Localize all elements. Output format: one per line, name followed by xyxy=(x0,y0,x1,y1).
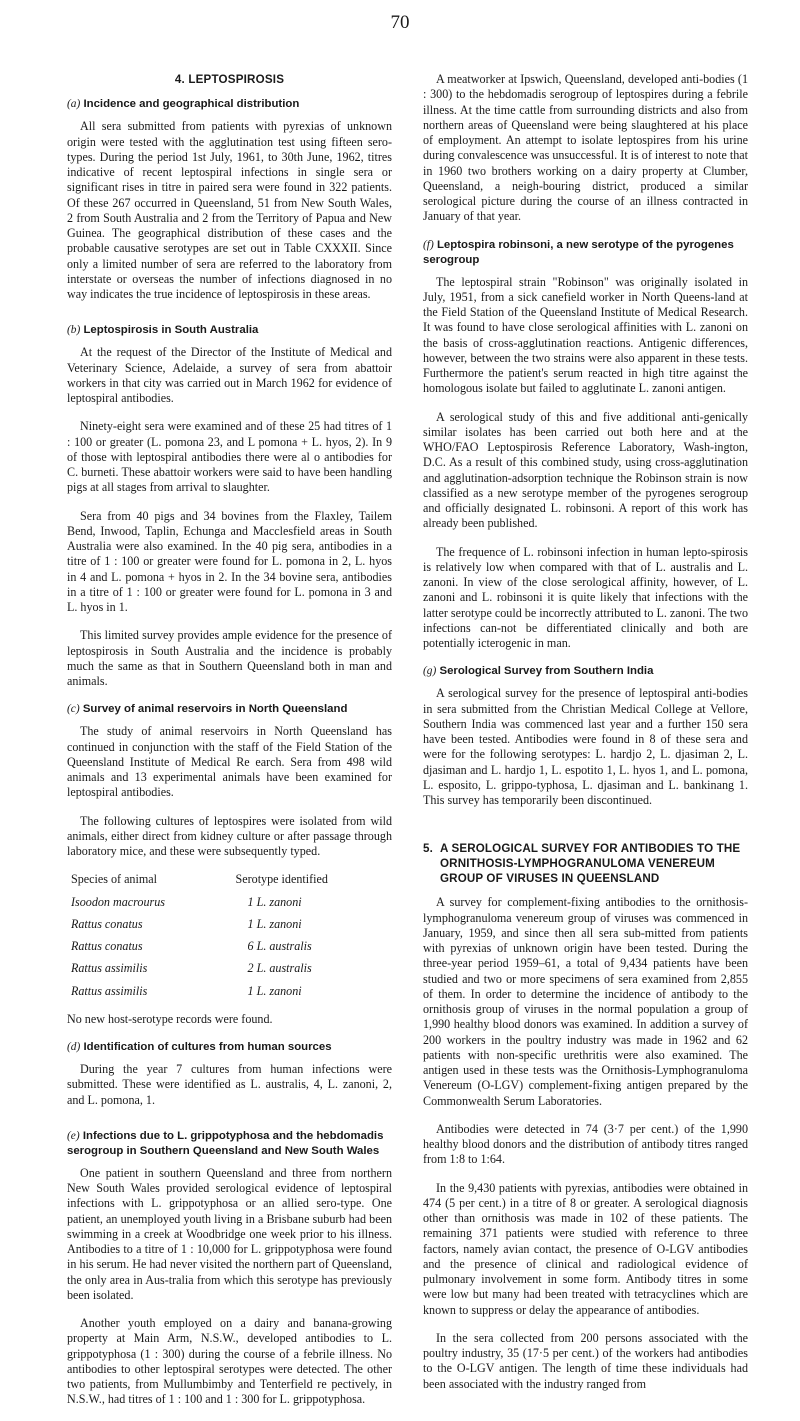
section-e-paragraph-1: One patient in southern Queensland and three from northern New South Wales provided serological evidence of leptospiral infections with L. grippotyphosa or an allied sero-type. One patient, an unemployed youth living in a Brisbane suburb had been swimming in a creek at Woodbridge one week prior to his illness. Antibodies to a titre of 1 : 10,000 for L. grippotyphosa were found in his serum. He had never visited the northern part of Queensland, the only area in Aus-tralia from which this serotype has previously been isolated. xyxy=(67,1165,392,1302)
table-row xyxy=(71,915,371,937)
section-f-paragraph-1: The leptospiral strain "Robinson" was originally isolated in July, 1951, from a sick canefield worker in North Queens-land at the Field Station of the Queensland Institute of Medical Research. It was found to have close serological affinities with L. zanoni on the basis of cross-agglutination reactions. Antigenic differences, however, between the two strains were also apparent in these tests. Furthermore the patient's serum reacted in high titre against the homologous isolate but failed to agglutinate L. zanoni antigen. xyxy=(423,274,748,396)
species-cell: Rattus assimilis xyxy=(71,961,148,976)
serotype-cell: 6 L. australis xyxy=(247,939,312,953)
section-c-paragraph-2: The following cultures of leptospires were isolated from wild animals, either direct from kidney culture or after passage through laboratory mice, and these were subsequently typed. xyxy=(67,813,392,858)
section-c-heading xyxy=(67,702,392,717)
section-5-number: 5. xyxy=(423,842,433,856)
section-5-heading xyxy=(423,841,748,886)
species-serotype-table xyxy=(71,872,371,1004)
section-c-paragraph-1: The study of animal reservoirs in North Queensland has continued in conjunction with the staff of the Field Station of the Queensland Institute of Medical Re earch. Sera from 498 wild animals and 13 experimental animals have been examined for leptospiral antibodies. xyxy=(67,724,392,800)
section-b-paragraph-3: Sera from 40 pigs and 34 bovines from the Flaxley, Tailem Bend, Inwood, Taplin, Echunga and Macclesfield areas in South Australia were also examined. In the 40 pig sera, antibodies in a titre of 1 : 100 or greater were found for L. pomona in 2, L. hyos in 4 and L. pomona + hyos in 2. In the 34 bovine sera, antibodies in a titre of 1 : 100 or greater were found for L. pomona in 3 and L. hyos in 1. xyxy=(67,508,392,614)
section-c-mark: (c) xyxy=(67,703,80,716)
species-cell: Rattus conatus xyxy=(71,939,143,953)
section-g-paragraph: A serological survey for the presence of leptospiral anti-bodies in sera submitted from the Christian Medical College at Vellore, Southern India was commenced last year and a further 150 sera have been tested. Antibodies were found in 8 of these sera and were for the following serotypes: L. hardjo 2, L. djasiman 2, L. djasiman and L. hardjo 1, L. espotito 1, L. hyos 1, and L. pomona, L. esposito, L. grippo-typhosa, L. djasiman and L. bankinang 1. This survey has temporarily been discontinued. xyxy=(423,686,748,807)
section-f-paragraph-2: A serological study of this and five additional anti-genically similar isolates has been carried out both here and at the WHO/FAO Leptospirosis Reference Laboratory, Wash-ington, D.C. As a result of this combined study, using cross-agglutination and agglutination-adsorption technique the Robinson strain is now classified as a new serotype member of the pyrogenes serogroup and officially designated L. robinsoni. A report of this work has already been published. xyxy=(423,409,748,531)
section-a-heading xyxy=(67,97,392,112)
table-row xyxy=(71,893,371,915)
section-f-mark: (f) xyxy=(423,238,434,251)
serotype-cell: 2 L. australis xyxy=(247,961,312,976)
serotype-cell: 1 L. zanoni xyxy=(247,916,302,931)
meatworker-paragraph: A meatworker at Ipswich, Queensland, developed anti-bodies (1 : 300) to the hebdomadis serogroup of leptospires during a febrile illness. At the time cattle from surrounding districts and also from northern areas of Queensland were being slaughtered at his place of employment. An attempt to isolate leptospires from his urine during convalescence was unsuccessful. It is of interest to note that in 1960 two brothers working on a dairy property at Clumber, Queensland, a neigh-bouring district, produced a similar serological picture during the course of an illness contracted in January of that year. xyxy=(423,72,748,224)
section-d-heading xyxy=(67,1040,392,1055)
section-b-paragraph-1: At the request of the Director of the Institute of Medical and Veterinary Science, Adelaide, a survey of sera from abattoir workers in that city was carried out in March 1962 for evidence of leptospiral antibodies. xyxy=(67,345,392,405)
table-row xyxy=(71,959,371,981)
section-g-mark: (g) xyxy=(423,665,437,678)
species-cell: Isoodon macrourus xyxy=(71,894,165,909)
section-5-title: A SEROLOGICAL SURVEY FOR ANTIBODIES TO THE ORNITHOSIS-LYMPHOGRANULOMA VENEREUM GROUP OF VIRUSES IN QUEENSLAND xyxy=(440,842,741,886)
section-g-heading xyxy=(423,664,748,679)
section-f-title: Leptospira robinsoni, a new serotype of the pyrogenes serogroup xyxy=(423,238,734,266)
section-a-title: Incidence and geographical distribution xyxy=(83,98,300,111)
section-a-mark: (a) xyxy=(67,98,81,111)
right-column xyxy=(423,72,748,1398)
section-5-paragraph-4: In the sera collected from 200 persons associated with the poultry industry, 35 (17·5 per cent.) of the workers had antibodies to the O-LGV antigen. The length of time these individuals had been associated with the industry ranged from xyxy=(423,1330,748,1391)
section-d-title: Identification of cultures from human sources xyxy=(83,1041,332,1053)
section-d-paragraph: During the year 7 cultures from human infections were submitted. These were identified as L. australis, 4, L. zanoni, 2, and L. pomona, 1. xyxy=(67,1062,392,1107)
section-f-heading xyxy=(423,238,748,268)
chapter-title: 4. LEPTOSPIROSIS xyxy=(174,73,285,86)
section-c-paragraph-3: No new host-serotype records were found. xyxy=(67,1011,273,1026)
section-b-paragraph-2: Ninety-eight sera were examined and of these 25 had titres of 1 : 100 or greater (L. pomona 23, and L pomona + L. hyos, 2). In 9 of those with leptospiral antibodies there were al o antibodies for C. burneti. These abattoir workers were said to have been handling pigs at all stages from arrival to slaughter. xyxy=(67,419,392,495)
table-header-serotype: Serotype identified xyxy=(235,872,328,887)
table-row xyxy=(71,982,371,1004)
section-b-paragraph-4: This limited survey provides ample evidence for the presence of leptospirosis in South Australia and the incidence is probably much the same as that in Southern Queensland both in man and animals. xyxy=(67,628,392,688)
section-e-title: Infections due to L. grippotyphosa and the hebdomadis serogroup in Southern Queensland and New South Wales xyxy=(67,1129,384,1157)
section-c-title: Survey of animal reservoirs in North Queensland xyxy=(82,703,348,716)
section-e-heading xyxy=(67,1129,392,1159)
left-column xyxy=(67,72,392,1421)
section-5-paragraph-2: Antibodies were detected in 74 (3·7 per cent.) of the 1,990 healthy blood donors and the distribution of antibody titres ranged from 1:8 to 1:64. xyxy=(423,1121,748,1167)
species-cell: Rattus conatus xyxy=(71,916,143,931)
section-f-paragraph-3: The frequence of L. robinsoni infection in human lepto-spirosis is relatively low when compared with that of L. australis and L. zanoni. In view of the close serological affinity, however, of L. zanoni and L. robinsoni it is quite likely that infections with the latter serotype could be incorrectly attributed to L. zanoni. The two infections can-not be differentiated clinically and both are potentially icterogenic in man. xyxy=(423,544,748,650)
section-b-mark: (b) xyxy=(67,324,81,337)
section-b-heading xyxy=(67,323,392,338)
serotype-cell: 1 L. zanoni xyxy=(247,894,302,909)
section-e-paragraph-2: Another youth employed on a dairy and banana-growing property at Main Arm, N.S.W., developed antibodies to L. grippotyphosa (1 : 300) during the course of a febrile illness. No antibodies to other leptospiral serotypes were detected. The other two patients, from Mullumbimby and Tenterfield re pectively, in N.S.W., had titres of 1 : 100 and 1 : 300 for L. grippotyphosa. xyxy=(67,1316,392,1407)
section-a-paragraph: All sera submitted from patients with pyrexias of unknown origin were tested with the agglutination test using fifteen sero-types. During the period 1st July, 1961, to 30th June, 1962, titres indicative of recent leptospiral infections in single sera or significant rises in titre in paired sera were found in 322 patients. Of these 267 occurred in Queensland, 51 from New South Wales, 2 from South Australia and 2 from the Territory of Papua and New Guinea. The geographical distribution of these cases and the probable causative serotypes are set out in Table CXXXII. Since only a limited number of sera are referred to the laboratory from interstate or overseas the number of infections diagnosed in no way indicates the true incidence of leptospirosis in these areas. xyxy=(67,119,392,301)
serotype-cell: 1 L. zanoni xyxy=(247,983,302,998)
section-g-title: Serological Survey from Southern India xyxy=(439,665,654,678)
table-row xyxy=(71,937,371,959)
section-5-paragraph-1: A survey for complement-fixing antibodies to the ornithosis-lymphogranuloma venereum group of viruses was commenced in January, 1959, and since then all sera sub-mitted from patients with pyrexias of unknown origin have been tested. During the three-year period 1959–61, a total of 9,434 patients have been studied and two or more specimens of sera examined from 2,855 of them. In order to determine the incidence of antibody to the ornithosis group of viruses in the normal population a group of 1,990 healthy blood donors was examined. In addition a survey of 200 workers in the poultry industry was made in 1962 and 62 patients with non-specific urethritis were also examined. The antigen used in these tests was the Ornithosis-Lymphogranuloma Venereum (O-LGV) complement-fixing antigen prepared by the Commonwealth Serum Laboratories. xyxy=(423,895,748,1108)
section-5-paragraph-3: In the 9,430 patients with pyrexias, antibodies were obtained in 474 (5 per cent.) in a titre of 8 or greater. A serological diagnosis other than ornithosis was made in 102 of these patients. The remaining 371 patients were studied with reference to three factors, namely avian contact, the presence of O-LGV antibodies and the presence of clinical and radiological evidence of pulmonary involvement in some form. Antibody titres in some were low but many had been treated with tetracyclines which are known to suppress or delay the appearance of antibodies. xyxy=(423,1180,748,1317)
section-e-mark: (e) xyxy=(67,1129,80,1142)
section-b-title: Leptospirosis in South Australia xyxy=(83,324,259,337)
species-cell: Rattus assimilis xyxy=(71,983,148,998)
section-d-mark: (d) xyxy=(67,1041,81,1053)
page-number: 70 xyxy=(390,12,410,33)
table-header-species: Species of animal xyxy=(71,872,157,887)
